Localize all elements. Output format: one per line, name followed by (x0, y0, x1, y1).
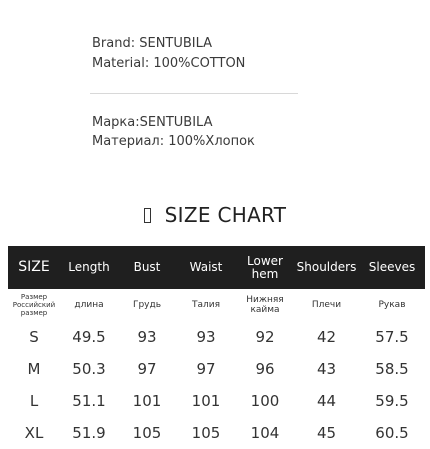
sleeves-cell: 59.5 (375, 392, 409, 410)
header-cell: Bust (118, 246, 176, 289)
header-cell: Lower hem (236, 246, 294, 289)
shoulders-cell: 45 (316, 424, 337, 442)
size-chart-title: SIZE CHART (164, 203, 287, 227)
bust-cell: 93 (137, 328, 157, 346)
header-cell-ru: Размер Российский размер (12, 293, 56, 317)
header-cell-ru: Грудь (132, 300, 162, 310)
box-icon (144, 208, 151, 223)
length-cell: 51.1 (72, 392, 106, 410)
brand-label-en: Brand: SENTUBILA (92, 36, 213, 51)
header-cell: Shoulders (294, 246, 359, 289)
waist-cell: 97 (196, 360, 216, 378)
header-cell: Sleeves (359, 246, 425, 289)
header-cell-ru: Рукав (378, 300, 406, 310)
shoulders-cell: 43 (316, 360, 337, 378)
shoulders-cell: 44 (316, 392, 337, 410)
material-label-ru: Материал: 100%Хлопок (92, 134, 255, 149)
size-cell: M (27, 360, 41, 378)
size-cell: S (29, 328, 39, 346)
length-cell: 51.9 (72, 424, 106, 442)
sleeves-cell: 57.5 (375, 328, 409, 346)
lower-hem-cell: 104 (250, 424, 280, 442)
header-row-russian (8, 289, 425, 321)
header-cell-ru: длина (74, 300, 104, 310)
section-divider (90, 93, 298, 94)
bust-cell: 101 (132, 392, 162, 410)
bust-cell: 97 (137, 360, 157, 378)
bust-cell: 105 (132, 424, 162, 442)
size-cell: L (29, 392, 39, 410)
product-info-russian (92, 113, 255, 151)
size-table (8, 246, 425, 449)
sleeves-cell: 58.5 (375, 360, 409, 378)
header-cell-ru: Талия (191, 300, 221, 310)
waist-cell: 105 (191, 424, 221, 442)
header-cell-ru: Нижняя кайма (246, 295, 284, 315)
waist-cell: 93 (196, 328, 216, 346)
table-row (8, 385, 425, 417)
table-row (8, 417, 425, 449)
size-chart-heading (0, 203, 430, 227)
waist-cell: 101 (191, 392, 221, 410)
length-cell: 49.5 (72, 328, 106, 346)
lower-hem-cell: 100 (250, 392, 280, 410)
lower-hem-cell: 96 (255, 360, 275, 378)
material-label-en: Material: 100%COTTON (92, 56, 246, 71)
header-cell: Length (60, 246, 118, 289)
brand-label-ru: Марка:SENTUBILA (92, 115, 213, 130)
length-cell: 50.3 (72, 360, 106, 378)
header-row-english (8, 246, 425, 289)
shoulders-cell: 42 (316, 328, 337, 346)
header-cell-ru: Плечи (311, 300, 342, 310)
size-cell: XL (24, 424, 44, 442)
header-cell: Waist (176, 246, 236, 289)
lower-hem-cell: 92 (255, 328, 275, 346)
table-row (8, 353, 425, 385)
header-cell: SIZE (8, 246, 60, 289)
table-row (8, 321, 425, 353)
sleeves-cell: 60.5 (375, 424, 409, 442)
product-info-english (92, 34, 245, 74)
